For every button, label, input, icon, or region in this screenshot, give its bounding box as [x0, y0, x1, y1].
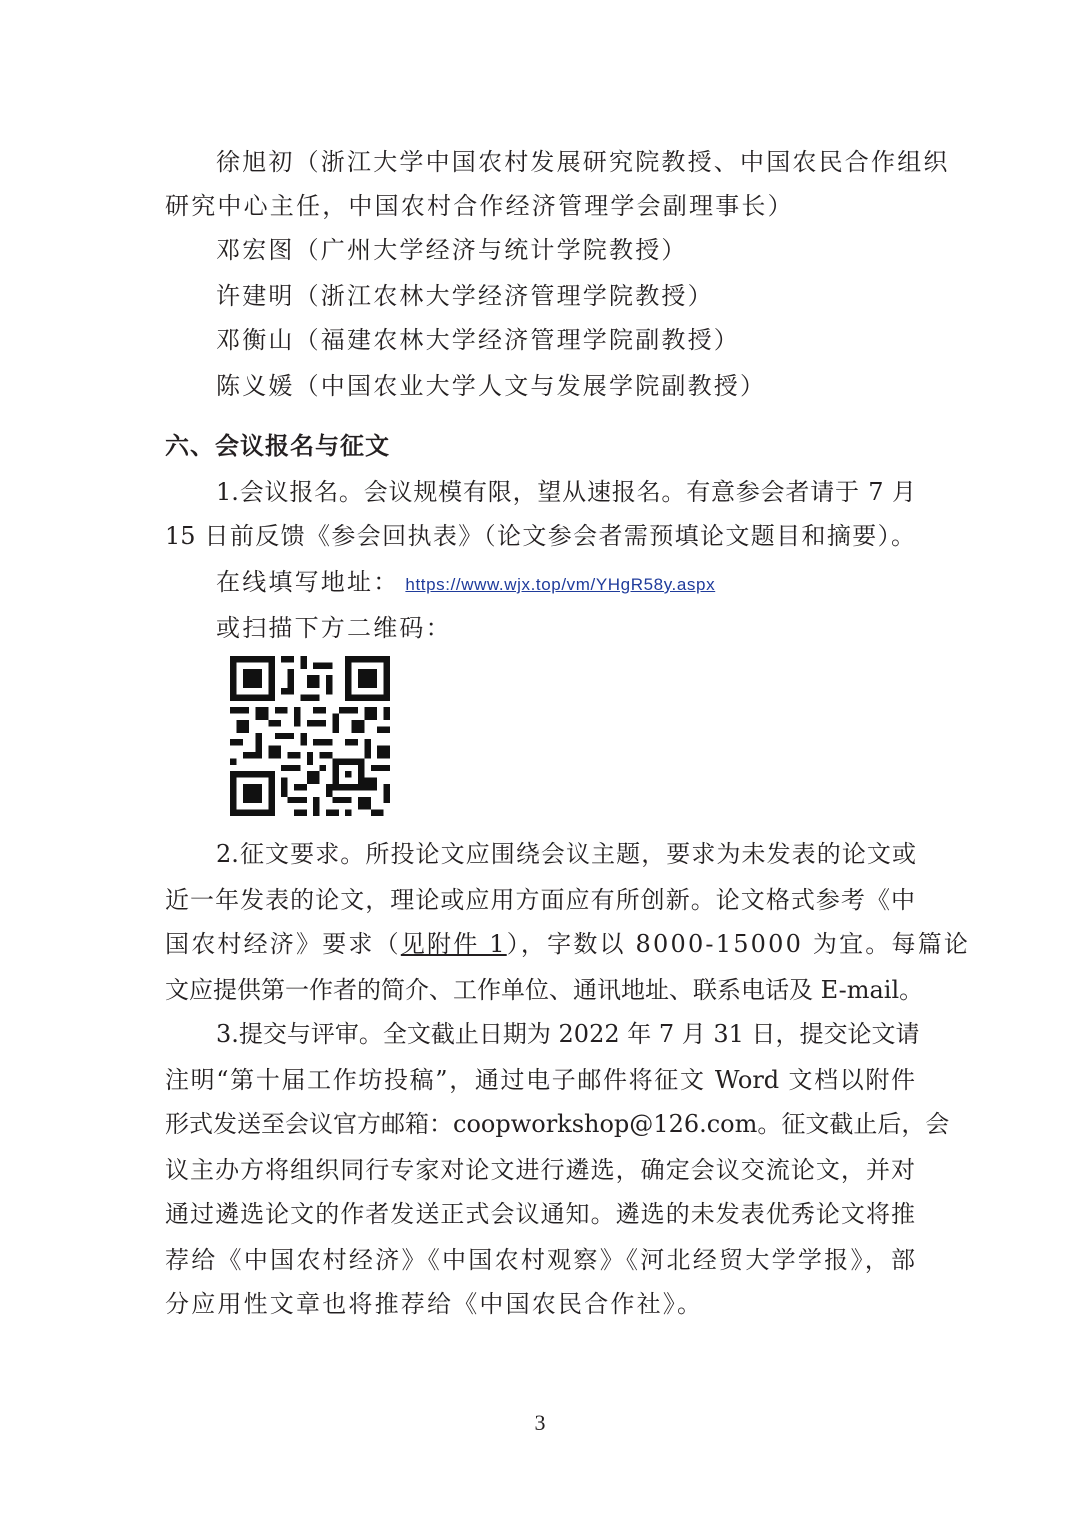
paper-requirements-line-2: 近一年发表的论文，理论或应用方面应有所创新。论文格式参考《中: [165, 886, 915, 914]
submission-line-4: 议主办方将组织同行专家对论文进行遴选，确定会议交流论文，并对: [165, 1156, 915, 1184]
committee-member-2: 邓宏图（广州大学经济与统计学院教授）: [216, 236, 688, 264]
submission-line-2: 注明“第十届工作坊投稿”，通过电子邮件将征文 Word 文档以附件: [165, 1066, 915, 1094]
section-heading: 六、会议报名与征文: [165, 432, 390, 460]
submission-line-1: 3.提交与评审。全文截止日期为 2022 年 7 月 31 日，提交论文请: [216, 1020, 920, 1048]
paper-requirements-line-4: 文应提供第一作者的简介、工作单位、通讯地址、联系电话及 E-mail。: [165, 976, 924, 1004]
page-number: 3: [534, 1410, 546, 1435]
submission-line-7: 分应用性文章也将推荐给《中国农民合作社》。: [165, 1290, 704, 1318]
committee-member-1-line1: 徐旭初（浙江大学中国农村发展研究院教授、中国农民合作组织: [216, 148, 950, 176]
online-address-label: 在线填写地址：: [216, 568, 400, 596]
paper-requirements-text-a: 国农村经济》要求（: [165, 930, 401, 958]
appendix-link[interactable]: 见附件 1: [400, 930, 507, 958]
scan-instruction: 或扫描下方二维码：: [216, 614, 452, 642]
submission-line-6: 荐给《中国农村经济》《中国农村观察》《河北经贸大学学报》，部: [165, 1246, 915, 1274]
paper-requirements-line-1: 2.征文要求。所投论文应围绕会议主题，要求为未发表的论文或: [216, 840, 916, 868]
committee-member-3: 许建明（浙江农林大学经济管理学院教授）: [216, 282, 714, 310]
committee-member-1-line2: 研究中心主任，中国农村合作经济管理学会副理事长）: [165, 192, 794, 220]
qr-code-image: [230, 656, 390, 816]
submission-line-5: 通过遴选论文的作者发送正式会议通知。遴选的未发表优秀论文将推: [165, 1200, 915, 1228]
committee-member-5: 陈义媛（中国农业大学人文与发展学院副教授）: [216, 372, 767, 400]
registration-line-2: 15 日前反馈《参会回执表》（论文参会者需预填论文题目和摘要）。: [165, 522, 915, 550]
registration-line-1: 1.会议报名。会议规模有限，望从速报名。有意参会者请于 7 月: [216, 478, 916, 506]
registration-link[interactable]: https://www.wjx.top/vm/YHgR58y.aspx: [405, 575, 716, 594]
paper-requirements-text-b: ），字数以 8000-15000 为宜。每篇论: [506, 930, 971, 958]
submission-line-3: 形式发送至会议官方邮箱：coopworkshop@126.com。征文截止后，会: [165, 1110, 950, 1138]
paper-requirements-line-3: [165, 928, 971, 960]
committee-member-4: 邓衡山（福建农林大学经济管理学院副教授）: [216, 326, 740, 354]
online-address-line: [216, 566, 916, 601]
